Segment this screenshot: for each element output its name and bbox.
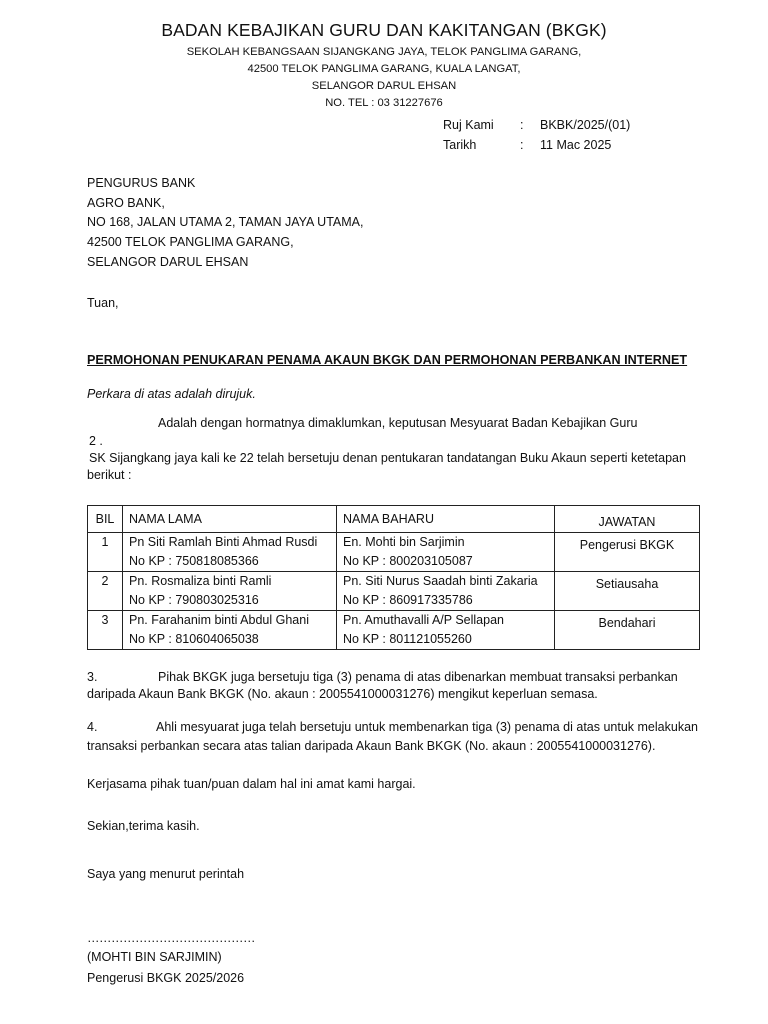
recipient-line-5: SELANGOR DARUL EHSAN bbox=[87, 255, 249, 269]
ruj-value: BKBK/2025/(01) bbox=[540, 118, 631, 132]
row-bil: 1 bbox=[88, 533, 123, 572]
ruj-separator: : bbox=[520, 118, 524, 132]
row-bil: 3 bbox=[88, 611, 123, 650]
para2-number: 2 . bbox=[89, 434, 103, 448]
row-jawatan: Setiausaha bbox=[555, 572, 700, 611]
signature-line: …………………………………… bbox=[87, 931, 255, 945]
para4-number: 4. bbox=[87, 720, 98, 734]
closing-thanks: Sekian,terima kasih. bbox=[87, 819, 200, 833]
header-bil: BIL bbox=[88, 506, 123, 533]
signatory-name: (MOHTI BIN SARJIMIN) bbox=[87, 950, 222, 964]
tarikh-value: 11 Mac 2025 bbox=[540, 138, 612, 152]
para3-number: 3. bbox=[87, 670, 98, 684]
row-nama-lama bbox=[123, 572, 337, 611]
para4-line-2: transaksi perbankan secara atas talian daripada Akaun Bank BKGK (No. akaun : 2005541000031276). bbox=[87, 739, 656, 753]
new-kp: No KP : 801121055260 bbox=[343, 632, 472, 646]
table-header-row bbox=[88, 506, 700, 533]
table-row bbox=[88, 533, 700, 572]
row-nama-baharu bbox=[337, 533, 555, 572]
address-line-3: SELANGOR DARUL EHSAN bbox=[311, 80, 457, 92]
new-name: Pn. Siti Nurus Saadah binti Zakaria bbox=[343, 574, 538, 588]
closing-yours: Saya yang menurut perintah bbox=[87, 867, 245, 881]
nominee-table bbox=[87, 505, 700, 650]
subject-heading: PERMOHONAN PENUKARAN PENAMA AKAUN BKGK DAN PERMOHONAN PERBANKAN INTERNET bbox=[87, 353, 688, 367]
address-line-2: 42500 TELOK PANGLIMA GARANG, KUALA LANGAT, bbox=[247, 63, 521, 75]
new-name: Pn. Amuthavalli A/P Sellapan bbox=[343, 613, 504, 627]
para2-line-1: Adalah dengan hormatnya dimaklumkan, keputusan Mesyuarat Badan Kebajikan Guru bbox=[158, 416, 638, 430]
tarikh-label: Tarikh bbox=[443, 138, 477, 152]
row-nama-lama bbox=[123, 533, 337, 572]
new-kp: No KP : 800203105087 bbox=[343, 554, 473, 568]
row-nama-lama bbox=[123, 611, 337, 650]
header-nama-lama: NAMA LAMA bbox=[123, 506, 337, 533]
row-nama-baharu bbox=[337, 611, 555, 650]
para4-line-1: Ahli mesyuarat juga telah bersetuju untuk membenarkan tiga (3) penama di atas untuk melakukan bbox=[156, 720, 698, 734]
new-name: En. Mohti bin Sarjimin bbox=[343, 535, 465, 549]
header-jawatan: JAWATAN bbox=[555, 506, 700, 533]
new-kp: No KP : 860917335786 bbox=[343, 593, 473, 607]
para2-line-4: berikut : bbox=[87, 468, 132, 482]
phone-line: NO. TEL : 03 31227676 bbox=[325, 97, 443, 109]
ruj-label: Ruj Kami bbox=[443, 118, 494, 132]
old-name: Pn. Farahanim binti Abdul Ghani bbox=[129, 613, 309, 627]
salutation: Tuan, bbox=[87, 296, 119, 310]
org-title: BADAN KEBAJIKAN GURU DAN KAKITANGAN (BKGK) bbox=[161, 20, 607, 40]
recipient-line-2: AGRO BANK, bbox=[87, 196, 165, 210]
row-jawatan: Pengerusi BKGK bbox=[555, 533, 700, 572]
recipient-line-1: PENGURUS BANK bbox=[87, 176, 196, 190]
signatory-title: Pengerusi BKGK 2025/2026 bbox=[87, 971, 245, 985]
table-row bbox=[88, 572, 700, 611]
address-line-1: SEKOLAH KEBANGSAAN SIJANGKANG JAYA, TELOK PANGLIMA GARANG, bbox=[186, 46, 582, 58]
row-nama-baharu bbox=[337, 572, 555, 611]
old-name: Pn Siti Ramlah Binti Ahmad Rusdi bbox=[129, 535, 318, 549]
old-kp: No KP : 790803025316 bbox=[129, 593, 259, 607]
closing-cooperation: Kerjasama pihak tuan/puan dalam hal ini amat kami hargai. bbox=[87, 777, 416, 791]
row-jawatan: Bendahari bbox=[555, 611, 700, 650]
para3-line-2: daripada Akaun Bank BKGK (No. akaun : 2005541000031276) mengikut keperluan semasa. bbox=[87, 687, 598, 701]
reference-line: Perkara di atas adalah dirujuk. bbox=[87, 387, 256, 401]
header-nama-baharu: NAMA BAHARU bbox=[337, 506, 555, 533]
table-row bbox=[88, 611, 700, 650]
old-name: Pn. Rosmaliza binti Ramli bbox=[129, 574, 272, 588]
recipient-line-4: 42500 TELOK PANGLIMA GARANG, bbox=[87, 235, 294, 249]
para2-line-3: SK Sijangkang jaya kali ke 22 telah bersetuju denan pentukaran tandatangan Buku Akaun seperti ketetapan bbox=[89, 451, 686, 465]
recipient-line-3: NO 168, JALAN UTAMA 2, TAMAN JAYA UTAMA, bbox=[87, 215, 364, 229]
tarikh-separator: : bbox=[520, 138, 524, 152]
old-kp: No KP : 810604065038 bbox=[129, 632, 259, 646]
para3-line-1: Pihak BKGK juga bersetuju tiga (3) penama di atas dibenarkan membuat transaksi perbankan bbox=[158, 670, 678, 684]
row-bil: 2 bbox=[88, 572, 123, 611]
old-kp: No KP : 750818085366 bbox=[129, 554, 259, 568]
